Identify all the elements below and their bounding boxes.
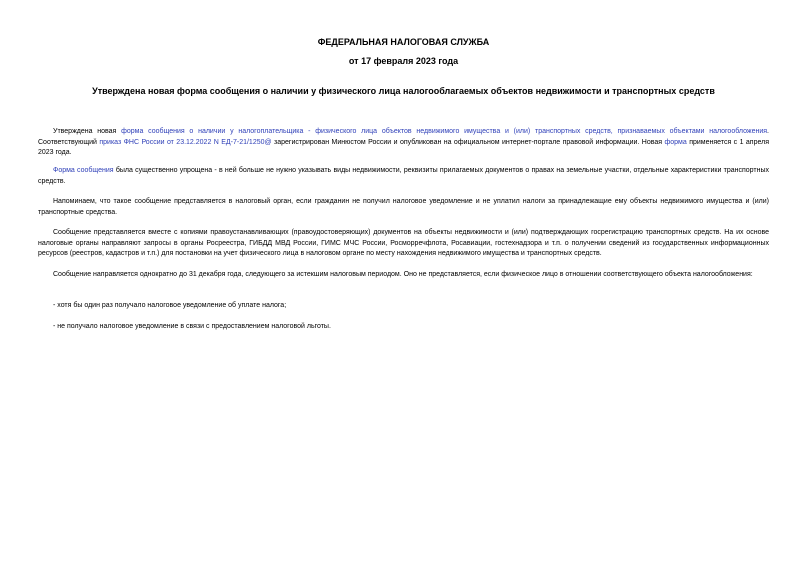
paragraph-reminder: Напоминаем, что такое сообщение представляется в налоговый орган, если гражданин не получил налоговое уведомление и не уплатил налоги за принадлежащие ему объекты недвижимого имущества и (или) транспортные средства. bbox=[38, 198, 769, 216]
list-item: - хотя бы один раз получало налоговое уведомление об уплате налога; bbox=[53, 302, 287, 309]
paragraph-documents: Сообщение представляется вместе с копиями правоустанавливающих (правоудостоверяющих) документов на объекты недвижимости и (или) подтверждающих госрегистрацию транспортных средств. На их основе налоговые органы направляют запросы в органы Росреестра, ГИБДД МВД России, ГИМС МЧС России, Росморречфлота, Росавиации, гостехнадзора и т.п. о получении сведений из государственных информационных ресурсов (реестров, кадастров и т.п.) для постановки на учет физического лица в налоговом органе по месту нахождения недвижимого имущества и транспортных средств. bbox=[38, 229, 769, 258]
form-link[interactable]: форма сообщения о наличии у налогоплательщика - физического лица объектов недвижимого имущества и (или) транспортных средств, признаваемых объектами налогообложения bbox=[121, 128, 768, 135]
paragraph-text: Утверждена новая bbox=[53, 128, 122, 135]
paragraph-text: применяется с 1 апреля 2023 года. bbox=[38, 138, 769, 157]
paragraph-text: зарегистрирован Минюстом России и опубликован на официальном интернет-портале правовой информации. Новая bbox=[271, 138, 665, 146]
organization-heading: ФЕДЕРАЛЬНАЯ НАЛОГОВАЯ СЛУЖБА bbox=[317, 37, 490, 47]
paragraph-text: была существенно упрощена - в ней больше не нужно указывать виды недвижимости, реквизиты прилагаемых документов о правах на земельные участки, отдельные характеристики транспортных средств. bbox=[38, 167, 769, 185]
paragraph-form-simplified bbox=[38, 166, 769, 187]
document-title: Утверждена новая форма сообщения о наличии у физического лица налогооблагаемых объектов недвижимости и транспортных средств bbox=[92, 86, 715, 96]
paragraph-deadline: Сообщение направляется однократно до 31 декабря года, следующего за истекшим налоговым периодом. Оно не представляется, если физическое лицо в отношении соответствующего объекта налогообложения: bbox=[53, 271, 753, 278]
order-link[interactable]: приказ ФНС России от 23.12.2022 N ЕД-7-21/1250@ bbox=[99, 138, 272, 146]
form-message-link[interactable]: Форма сообщения bbox=[53, 167, 114, 174]
paragraph-text: . Соответствующий bbox=[38, 128, 769, 146]
date-heading: от 17 февраля 2023 года bbox=[348, 56, 459, 66]
list-item: - не получало налоговое уведомление в связи с предоставлением налоговой льготы. bbox=[53, 323, 331, 330]
form-link-short[interactable]: форма bbox=[664, 138, 687, 146]
paragraph-form-approved bbox=[38, 127, 769, 159]
